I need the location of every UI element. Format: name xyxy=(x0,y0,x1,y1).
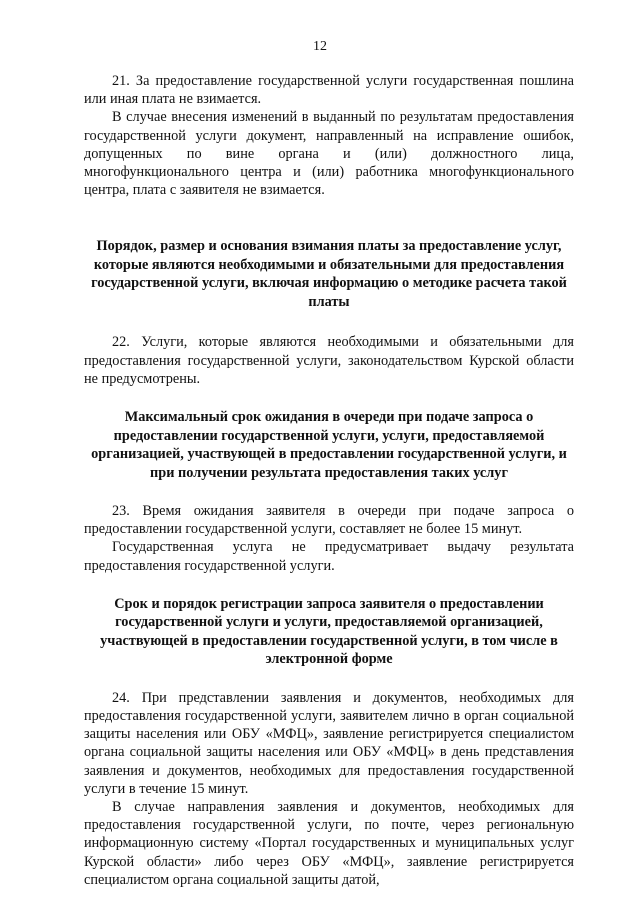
section-heading-queue-time: Максимальный срок ожидания в очереди при подаче запроса о предоставлении государственной услуги, услуги, предоставляемой организацией, участвующей в предоставлении государственной услуги, и при получении результата предоставления таких услуг xyxy=(91,409,567,481)
page-number: 12 xyxy=(313,39,327,54)
section-heading-registration: Срок и порядок регистрации запроса заявителя о предоставлении государственной услуги и услуги, предоставляемой организацией, участвующей в предоставлении государственной услуги, в том числе в электронной форме xyxy=(100,595,558,668)
paragraph-24-continued: В случае направления заявления и документов, необходимых для предоставления государственной услуги, по почте, через региональную информационную систему «Портал государственных и муниципальных услуг Курской области» либо через ОБУ «МФЦ», заявление регистрируется специалистом органа социальной защиты датой, xyxy=(84,799,574,888)
section-heading-fees: Порядок, размер и основания взимания платы за предоставление услуг, которые являются необходимыми и обязательными для предоставления государственной услуги, включая информацию о методике расчета такой платы xyxy=(91,238,567,310)
paragraph-24: 24. При представлении заявления и документов, необходимых для предоставления государственной услуги, заявителем лично в орган социальной защиты населения или ОБУ «МФЦ», заявление регистрируется специалистом органа социальной защиты населения или ОБУ «МФЦ» в день представления заявления и документов, необходимых для предоставления государственной услуги в течение 15 минут. xyxy=(84,689,574,797)
paragraph-23: 23. Время ожидания заявителя в очереди при подаче запроса о предоставлении государственной услуги, составляет не более 15 минут. xyxy=(84,503,574,538)
paragraph-21-continued: В случае внесения изменений в выданный по результатам предоставления государственной услуги документ, направленный на исправление ошибок, допущенных по вине органа и (или) должностного лица, многофункционального центра и (или) работника многофункционального центра, плата с заявителя не взимается. xyxy=(84,109,574,199)
paragraph-22: 22. Услуги, которые являются необходимыми и обязательными для предоставления государственной услуги, законодательством Курской области не предусмотрены. xyxy=(84,334,574,387)
paragraph-23-continued: Государственная услуга не предусматривает выдачу результата предоставления государственной услуги. xyxy=(84,539,574,574)
document-body xyxy=(84,72,574,889)
paragraph-21: 21. За предоставление государственной услуги государственная пошлина или иная плата не взимается. xyxy=(84,73,574,108)
